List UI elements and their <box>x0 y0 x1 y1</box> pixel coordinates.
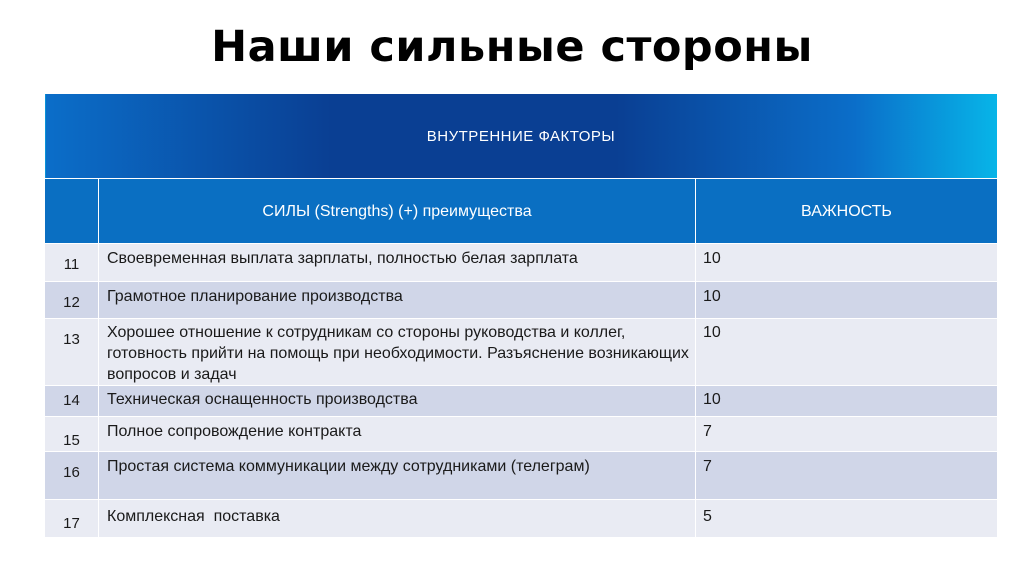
row-text: Своевременная выплата зарплаты, полностью белая зарплата <box>99 244 696 282</box>
table-row <box>45 386 998 417</box>
row-number: 12 <box>45 282 99 319</box>
table-row <box>45 244 998 282</box>
table-row <box>45 319 998 386</box>
row-text: Полное сопровождение контракта <box>99 417 696 452</box>
page-title: Наши сильные стороны <box>211 22 813 72</box>
row-number: 16 <box>45 452 99 500</box>
row-importance: 7 <box>696 452 998 500</box>
row-text: Простая система коммуникации между сотрудниками (телеграм) <box>99 452 696 500</box>
section-header: ВНУТРЕННИЕ ФАКТОРЫ <box>45 94 998 179</box>
row-text: Техническая оснащенность производства <box>99 386 696 417</box>
row-text: Комплексная поставка <box>99 500 696 538</box>
table-row <box>45 417 998 452</box>
strengths-column-header: СИЛЫ (Strengths) (+) преимущества <box>99 179 696 244</box>
table-row <box>45 500 998 538</box>
table-row <box>45 452 998 500</box>
row-text: Хорошее отношение к сотрудникам со стороны руководства и коллег, готовность прийти на помощь при необходимости. Разъяснение возникающих вопросов и задач <box>99 319 696 386</box>
row-number: 14 <box>45 386 99 417</box>
row-importance: 10 <box>696 319 998 386</box>
table-row <box>45 282 998 319</box>
column-header-row <box>45 179 998 244</box>
strengths-table <box>44 93 998 538</box>
importance-column-header: ВАЖНОСТЬ <box>696 179 998 244</box>
row-number: 13 <box>45 319 99 386</box>
row-importance: 10 <box>696 282 998 319</box>
section-header-row <box>45 94 998 179</box>
row-importance: 10 <box>696 386 998 417</box>
row-importance: 10 <box>696 244 998 282</box>
row-number: 17 <box>45 500 99 538</box>
row-importance: 7 <box>696 417 998 452</box>
number-column-header <box>45 179 99 244</box>
row-importance: 5 <box>696 500 998 538</box>
row-number: 11 <box>45 244 99 282</box>
row-text: Грамотное планирование производства <box>99 282 696 319</box>
row-number: 15 <box>45 417 99 452</box>
